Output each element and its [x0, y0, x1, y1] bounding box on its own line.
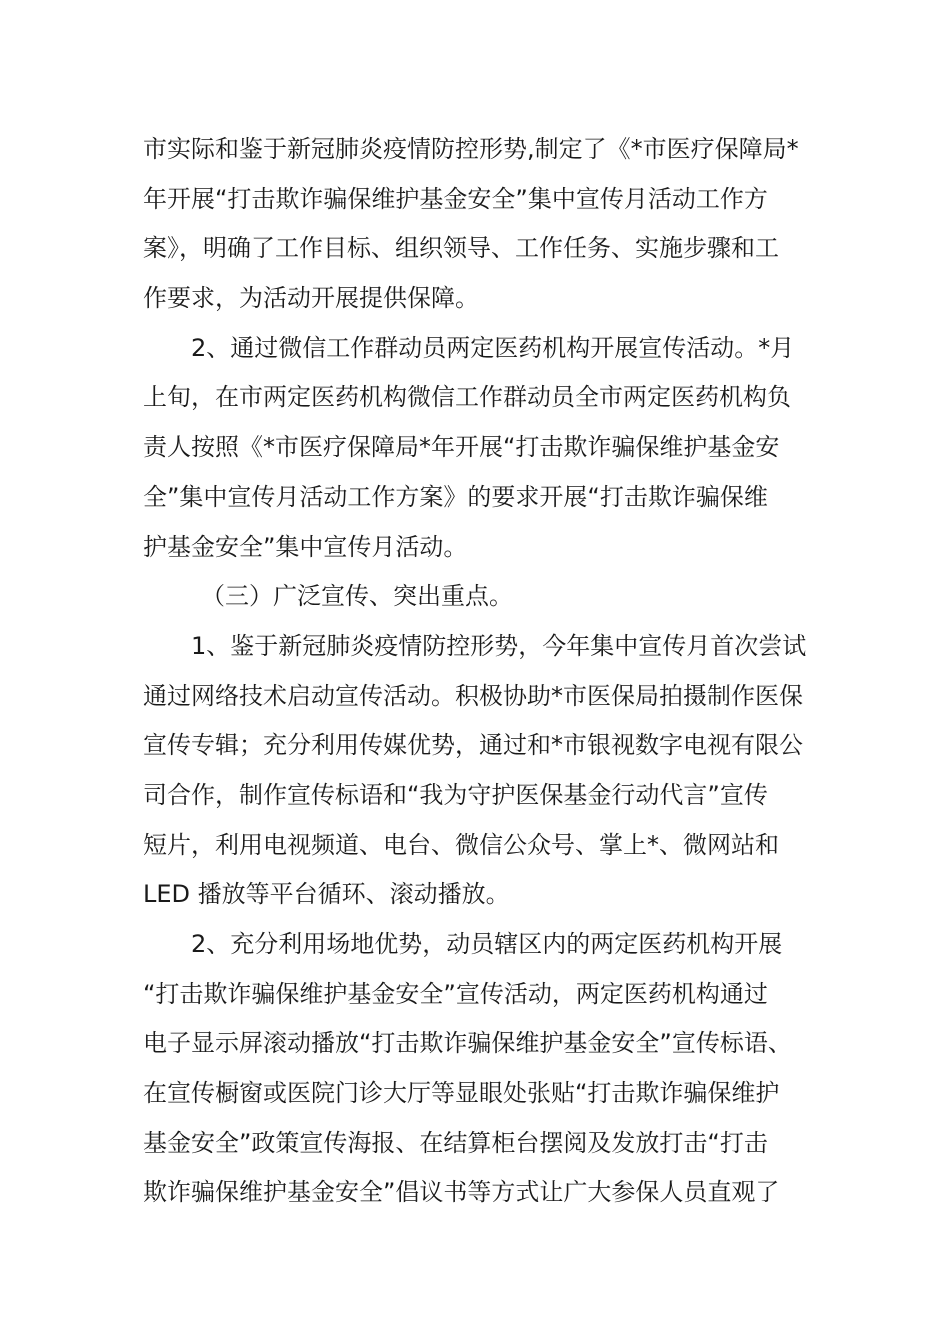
text-line: 宣传专辑；充分利用传媒优势，通过和*市银视数字电视有限公 — [143, 731, 803, 760]
text-line: 欺诈骗保维护基金安全”倡议书等方式让广大参保人员直观了 — [143, 1178, 780, 1207]
text-line: 责人按照《*市医疗保障局*年开展“打击欺诈骗保维护基金安 — [143, 433, 780, 462]
text-line: 作要求，为活动开展提供保障。 — [143, 284, 479, 313]
paragraph-start-line: 2、通过微信工作群动员两定医药机构开展宣传活动。*月 — [191, 333, 795, 362]
text-line: 短片，利用电视频道、电台、微信公众号、掌上*、微网站和 — [143, 830, 779, 859]
text-line: 司合作，制作宣传标语和“我为守护医保基金行动代言”宣传 — [143, 780, 768, 809]
text-line: “打击欺诈骗保维护基金安全”宣传活动，两定医药机构通过 — [143, 979, 768, 1008]
text-line: 基金安全”政策宣传海报、在结算柜台摆阅及发放打击“打击 — [143, 1128, 768, 1157]
text-line: 电子显示屏滚动播放“打击欺诈骗保维护基金安全”宣传标语、 — [143, 1029, 792, 1058]
document-body — [143, 125, 815, 1218]
text-line: 通过网络技术启动宣传活动。积极协助*市医保局拍摄制作医保 — [143, 681, 803, 710]
text-line: 护基金安全”集中宣传月活动。 — [143, 532, 468, 561]
text-line: 案》，明确了工作目标、组织领导、工作任务、实施步骤和工 — [143, 234, 779, 263]
text-line: 在宣传橱窗或医院门诊大厅等显眼处张贴“打击欺诈骗保维护 — [143, 1079, 780, 1108]
text-line: 市实际和鉴于新冠肺炎疫情防控形势,制定了《*市医疗保障局* — [143, 135, 799, 163]
text-line: LED 播放等平台循环、滚动播放。 — [143, 880, 510, 909]
paragraph-start-line: 2、充分利用场地优势，动员辖区内的两定医药机构开展 — [191, 930, 783, 958]
paragraph-start-line: 1、鉴于新冠肺炎疫情防控形势，今年集中宣传月首次尝试 — [191, 631, 807, 660]
text-line: 年开展“打击欺诈骗保维护基金安全”集中宣传月活动工作方 — [143, 184, 768, 213]
section-heading: （三）广泛宣传、突出重点。 — [201, 582, 513, 611]
text-line: 上旬，在市两定医药机构微信工作群动员全市两定医药机构负 — [143, 383, 791, 412]
text-line: 全”集中宣传月活动工作方案》的要求开展“打击欺诈骗保维 — [143, 482, 768, 511]
